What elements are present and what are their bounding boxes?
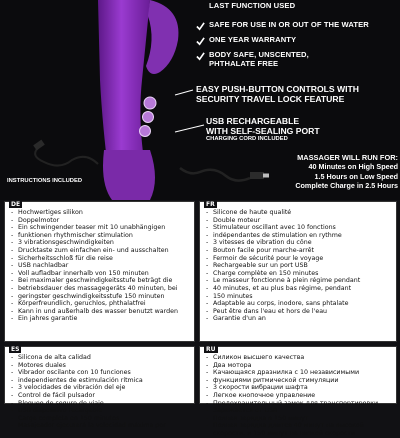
checkmark-icon <box>196 22 205 31</box>
lang-item: - 3 vitesses de vibration du cône <box>206 239 392 247</box>
lang-item: - Le masseur fonctionne à plein régime pendant <box>206 277 392 285</box>
lang-item: - Предохранительный замок для транспортировки <box>206 400 392 408</box>
lang-item: - Peut être dans l'eau et hors de l'eau <box>206 308 392 316</box>
lang-item: - Doppelmotor <box>11 217 190 225</box>
product-hero <box>0 0 400 200</box>
lang-item: - 150 minutes <box>206 293 392 301</box>
lang-item: - Два мотора <box>206 362 392 370</box>
lang-item: - 40 minutes, et au plus bas régime, pendant <box>206 285 392 293</box>
lang-code-de: DE <box>11 201 21 208</box>
checkmark-icon <box>196 52 205 61</box>
lang-item: - Fermoir de sécurité pour le voyage <box>206 255 392 263</box>
lang-item: - Double moteur <box>206 217 392 225</box>
lang-list-ru <box>206 354 392 438</box>
lang-item: - Kann in und außerhalb des wasser benutzt warden <box>11 308 190 316</box>
button-3 <box>140 126 151 137</box>
checkmark-icon <box>196 37 205 46</box>
lang-box-fr <box>199 201 397 342</box>
charging-cord <box>35 148 98 166</box>
product-arm <box>146 0 178 74</box>
lang-item: - скорости, и 150 минут на низкой скорости <box>206 430 392 438</box>
lang-item: - Hochwertiges silikon <box>11 209 190 217</box>
lang-box-ru <box>199 346 397 437</box>
lang-item: - Sicherheitsschloß für die reise <box>11 255 190 263</box>
feature-warranty: ONE YEAR WARRANTY <box>196 35 400 46</box>
lang-box-es <box>4 346 195 430</box>
lang-list-fr <box>206 209 392 323</box>
lang-item: - Rechargeable sur un port USB <box>206 262 392 270</box>
lang-item: - Stimulateur oscillant avec 10 fonctions <box>206 224 392 232</box>
lang-item: - Garantie d'un an <box>206 315 392 323</box>
lang-item: - Легкое кнопочное управление <box>206 392 392 400</box>
lang-item: - Bouton facile pour marche-arrêt <box>206 247 392 255</box>
feature-last-function: LAST FUNCTION USED <box>196 1 400 12</box>
lang-item: - Körperfreundlich, geruchlos, phthalatfrei <box>11 300 190 308</box>
lang-code-fr: FR <box>206 201 215 208</box>
lang-item: - Carga completa en 150 minutos <box>11 415 190 423</box>
lang-item: - Силикон высшего качества <box>206 354 392 362</box>
lang-item: - 3 скорости вибрации шафта <box>206 384 392 392</box>
lang-item: - indépendantes de stimulation en rythme <box>206 232 392 240</box>
lang-item: - Полная зарядка в 150 минут <box>206 415 392 423</box>
lang-item: - Motores duales <box>11 362 190 370</box>
lang-item: - Control de fácil pulsador <box>11 392 190 400</box>
feature-water: SAFE FOR USE IN OR OUT OF THE WATER <box>196 20 400 31</box>
lang-item: - Качающаяся дразнилка с 10 независимыми <box>206 369 392 377</box>
lang-item: - Ein jahres garantie <box>11 315 190 323</box>
lang-code-es: ES <box>11 346 20 353</box>
lang-list-es <box>11 354 190 430</box>
lang-item: - функциями ритмической стимуляции <box>206 377 392 385</box>
feature-body-safe: BODY SAFE, UNSCENTED, PHTHALATE FREE <box>196 50 400 68</box>
runtime-info: MASSAGER WILL RUN FOR: 40 Minutes on High Speed 1.5 Hours on Low Speed Complete Charge in 2.5 Hours <box>295 153 398 190</box>
lang-item: - Bloqueo de seguro de viaje <box>11 400 190 408</box>
instructions-label: INSTRUCTIONS INCLUDED <box>7 178 83 184</box>
lang-item: - betriebsdauer des massagegeräts 40 minuten, bei <box>11 285 190 293</box>
push-button-callout: EASY PUSH-BUTTON CONTROLS WITH SECURITY TRAVEL LOCK FEATURE <box>196 84 359 104</box>
lang-item: - independientes de estimulación rítmica <box>11 377 190 385</box>
lang-item: - Vibrador oscilante con 10 funciones <box>11 369 190 377</box>
lang-item: - Masajeador ejecutará la velocidad máxima por <box>11 422 190 430</box>
lang-item: - funktionen rhythmischer stimulation <box>11 232 190 240</box>
lang-item: - Charge complète en 150 minutes <box>206 270 392 278</box>
feature-list <box>196 0 400 72</box>
button-1 <box>144 97 156 109</box>
lang-code-ru: RU <box>206 346 216 353</box>
lang-item: - Silicona de alta calidad <box>11 354 190 362</box>
lang-item: - Заряжается от USB <box>206 407 392 415</box>
lang-item: - Ein schwingender teaser mit 10 unabhängigen <box>11 224 190 232</box>
lang-item: - Drucktaste zum einfachen ein- und ausschalten <box>11 247 190 255</box>
lang-item: - geringster geschwindigkeitsstufe 150 minuten <box>11 293 190 301</box>
usb-callout: USB RECHARGEABLE WITH SELF-SEALING PORT CHARGING CORD INCLUDED <box>206 116 320 142</box>
lang-item: - 3 velocidades de vibración del eje <box>11 384 190 392</box>
lang-item: - Silicone de haute qualité <box>206 209 392 217</box>
lang-item: - USB dispositivo recargable <box>11 407 190 415</box>
lang-item: - Adaptable au corps, inodore, sans phtalate <box>206 300 392 308</box>
lang-item: - USB nachladbar <box>11 262 190 270</box>
button-2 <box>143 112 154 123</box>
lang-item: - Полная зарядка длится 40 минут на высокой <box>206 422 392 430</box>
lang-item: - Bei maximaler geschwindigkeitsstufe beträgt die <box>11 277 190 285</box>
lang-item: - 3 vibrationsgeschwindigkeiten <box>11 239 190 247</box>
lang-list-de <box>11 209 190 323</box>
lang-box-de <box>4 201 195 342</box>
lang-item: - Voll aufladbar innerhalb von 150 minuten <box>11 270 190 278</box>
checkmark-icon <box>196 3 205 12</box>
